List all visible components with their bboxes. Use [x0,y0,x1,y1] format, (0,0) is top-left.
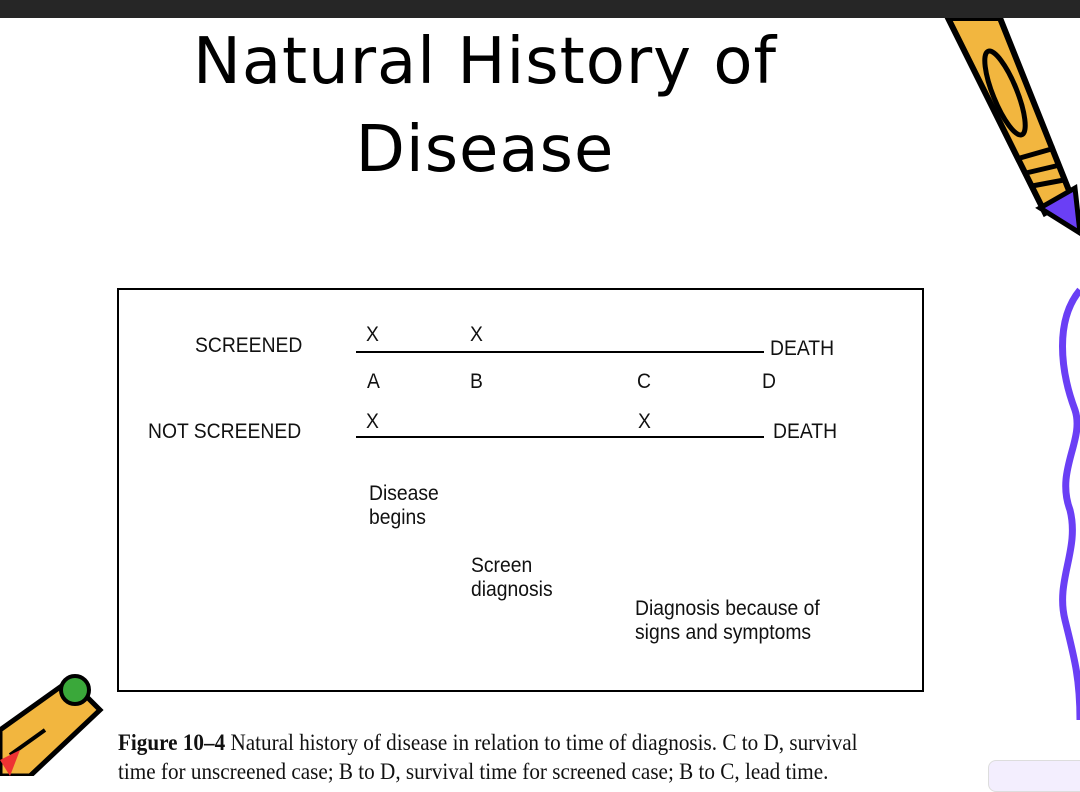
slide-title [140,18,830,194]
title-line-2: Disease [355,113,615,187]
squiggle-decoration-icon [1050,280,1080,720]
title-line-1: Natural History of [192,25,778,99]
marker-x: X [366,323,379,346]
point-a: A [367,370,380,393]
death-label: DEATH [770,337,835,360]
death-label: DEATH [773,420,838,443]
symptom-diagnosis-2: signs and symptoms [635,621,812,644]
pencil-icon [940,18,1080,243]
point-d: D [762,370,776,393]
top-bar [0,0,1080,18]
screened-timeline [356,351,764,353]
not-screened-timeline [356,436,764,438]
figure-caption [118,728,858,786]
marker-x: X [470,323,483,346]
disease-begins-1: Disease [369,482,439,505]
figure-number: Figure 10–4 [118,730,226,755]
not-screened-label: NOT SCREENED [148,420,302,443]
corner-panel [988,760,1080,792]
point-b: B [470,370,483,393]
screened-label: SCREENED [195,334,303,357]
point-c: C [637,370,651,393]
marker-x: X [638,410,651,433]
caption-line-2: time for unscreened case; B to D, survival time for screened case; B to C, lead time. [118,759,829,784]
screen-diagnosis-2: diagnosis [471,578,553,601]
marker-x: X [366,410,379,433]
disease-begins-2: begins [369,506,426,529]
caption-line-1: Natural history of disease in relation to time of diagnosis. C to D, survival [230,730,858,755]
symptom-diagnosis-1: Diagnosis because of [635,597,820,620]
screen-diagnosis-1: Screen [471,554,533,577]
pencil-bottom-icon [0,660,105,776]
